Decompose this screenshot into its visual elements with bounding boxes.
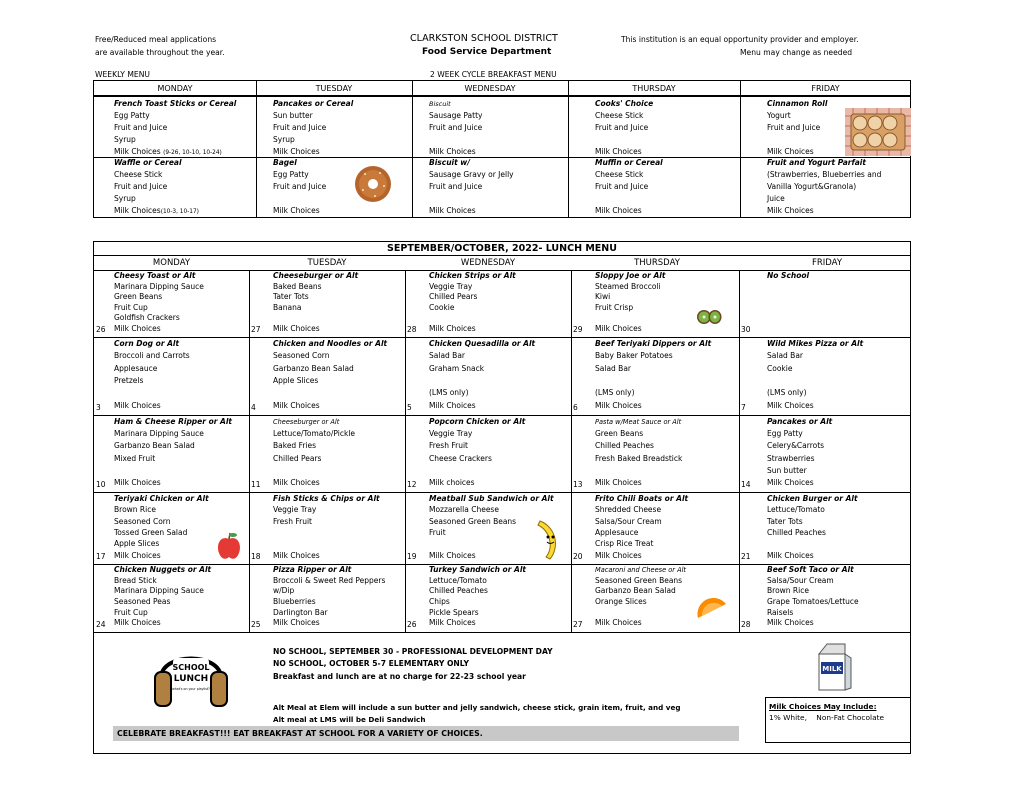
bk-w2-wednesday: Biscuit w/ Sausage Gravy or Jelly Fruit and Juice Milk Choices (429, 158, 514, 215)
ln-head-friday: FRIDAY (811, 258, 843, 268)
lunch-date: 28 (741, 620, 751, 629)
lunch-item: Lettuce/Tomato/Pickle (273, 429, 356, 439)
lunch-date: 5 (407, 403, 412, 412)
lunch-date: 14 (741, 480, 751, 489)
lunch-menu-title: SEPTEMBER/OCTOBER, 2022- LUNCH MENU (94, 242, 910, 256)
lunch-item: Chilled Peaches (429, 586, 488, 596)
lunch-item: Milk Choices (767, 550, 814, 560)
lunch-item (273, 387, 387, 399)
lunch-item (114, 465, 232, 477)
lunch-date: 26 (407, 620, 417, 629)
bk-w2-tuesday: Bagel Egg Patty Fruit and Juice Milk Choices (273, 158, 327, 215)
lunch-item: Banana (273, 302, 302, 312)
lunch-cell (114, 416, 232, 489)
lunch-item: Kiwi (595, 292, 611, 301)
bk-w1-monday: French Toast Sticks or Cereal Egg Patty Fruit and Juice Syrup Milk Choices (9-26, 10-10, 10-24) (114, 99, 237, 156)
lunch-item (273, 538, 380, 549)
bk-head-thursday: THURSDAY (568, 81, 740, 96)
lunch-date: 27 (251, 325, 261, 334)
lunch-item (767, 292, 809, 303)
breakfast-table (93, 80, 911, 218)
lunch-date: 18 (251, 552, 261, 561)
lunch-cell (595, 271, 665, 334)
lunch-cell (273, 271, 358, 334)
school-lunch-logo (151, 642, 231, 716)
note-no-charge: Breakfast and lunch are at no charge for 22-23 school year (273, 672, 526, 681)
lunch-item (767, 303, 809, 314)
lunch-item: Blueberries (273, 597, 316, 607)
lunch-item (273, 313, 358, 324)
ln-head-thursday: THURSDAY (634, 258, 680, 268)
note-alt-lms: Alt meal at LMS will be Deli Sandwich (273, 715, 426, 724)
lunch-cell (767, 493, 858, 561)
lunch-item: Steamed Broccoli (595, 281, 661, 291)
lunch-cell (114, 565, 211, 629)
lunch-item (595, 465, 682, 477)
lunch-item: Marinara Dipping Sauce (114, 429, 204, 439)
lunch-date: 3 (96, 403, 101, 412)
weekly-menu-label: WEEKLY MENU (95, 70, 150, 79)
lunch-item: Fruit Cup (114, 302, 148, 312)
lunch-item: Strawberries (767, 453, 815, 463)
lunch-cell (767, 338, 863, 412)
bagel-image (353, 164, 393, 204)
lunch-date: 10 (96, 480, 106, 489)
lunch-item: Fruit Crisp (595, 302, 634, 312)
lunch-item: Milk Choices (595, 618, 642, 628)
cinnamon-roll-image (845, 108, 911, 156)
lunch-item: Raisels (767, 607, 794, 617)
lunch-entree: Beef Soft Taco or Alt (767, 565, 854, 574)
lunch-cell (767, 565, 859, 629)
lunch-item: Bread Stick (114, 575, 157, 585)
lunch-item: Chilled Pears (429, 292, 478, 301)
lunch-item: Seasoned Green Beans (429, 516, 517, 526)
lunch-cell (273, 493, 380, 561)
lunch-item: Fruit (429, 527, 446, 537)
lunch-date: 13 (573, 480, 583, 489)
lunch-item: Milk Choices (429, 323, 476, 333)
lunch-item: Milk Choices (114, 618, 161, 628)
lunch-item: Milk Choices (767, 477, 814, 487)
note-alt-elem: Alt Meal at Elem will include a sun butter and jelly sandwich, cheese stick, grain item, fruit, and veg (273, 703, 681, 712)
lunch-item: Milk Choices (767, 400, 814, 410)
lunch-item: Milk Choices (273, 550, 320, 560)
lunch-item: Fresh Fruit (429, 441, 468, 451)
lunch-date: 4 (251, 403, 256, 412)
lunch-item: Shredded Cheese (595, 505, 662, 515)
lunch-entree: Popcorn Chicken or Alt (429, 417, 526, 426)
lunch-date: 17 (96, 552, 106, 561)
lunch-item (767, 282, 809, 293)
department-name: Food Service Department (422, 47, 552, 57)
lunch-date: 28 (407, 325, 417, 334)
lunch-item: Apple Slices (114, 539, 160, 549)
lunch-item: Pickle Spears (429, 607, 479, 617)
lunch-item: w/Dip (273, 586, 295, 596)
milk-choices-items: 1% White, Non-Fat Chocolate (769, 713, 885, 722)
lunch-cell (767, 416, 832, 489)
logo-school-text: SCHOOL (172, 663, 210, 672)
lunch-cell (114, 338, 190, 412)
lunch-cell (273, 565, 385, 629)
lunch-item: Baked Fries (273, 441, 317, 451)
lunch-item: Salad Bar (429, 351, 466, 361)
lunch-item: Milk Choices (595, 477, 642, 487)
lunch-entree: Turkey Sandwich or Alt (429, 565, 526, 574)
lunch-date: 19 (407, 552, 417, 561)
lunch-item: Milk Choices (114, 400, 161, 410)
note-no-school-oct: NO SCHOOL, OCTOBER 5-7 ELEMENTARY ONLY (273, 659, 469, 668)
lunch-date: 12 (407, 480, 417, 489)
lunch-item: Tater Tots (767, 516, 803, 526)
lunch-item: Green Beans (114, 292, 163, 301)
lunch-item: Marinara Dipping Sauce (114, 586, 204, 596)
lunch-item: Green Beans (595, 429, 644, 439)
lunch-item: Tossed Green Salad (114, 527, 188, 537)
bk-head-wednesday: WEDNESDAY (412, 81, 568, 96)
lunch-date: 27 (573, 620, 583, 629)
lunch-item: Salsa/Sour Cream (767, 575, 834, 585)
lunch-date: 6 (573, 403, 578, 412)
lunch-item: Fruit Cup (114, 607, 148, 617)
bk-head-tuesday: TUESDAY (256, 81, 412, 96)
lunch-entree: Teriyaki Chicken or Alt (114, 494, 209, 503)
milk-carton-image (809, 640, 855, 692)
lunch-item (767, 313, 809, 324)
lunch-item: Cookie (429, 302, 455, 312)
lunch-item: Brown Rice (767, 586, 809, 596)
lunch-cell (595, 565, 686, 629)
lunch-cell (429, 416, 525, 489)
lunch-item: Milk Choices (595, 550, 642, 560)
lunch-cell (273, 416, 355, 489)
lunch-item: Egg Patty (767, 429, 803, 439)
district-name: CLARKSTON SCHOOL DISTRICT (410, 33, 558, 44)
lunch-entree: Chicken Burger or Alt (767, 494, 858, 503)
lunch-entree: Beef Teriyaki Dippers or Alt (595, 339, 712, 348)
breakfast-cycle-label: 2 WEEK CYCLE BREAKFAST MENU (430, 70, 557, 79)
bk-w1-friday: Cinnamon Roll Yogurt Fruit and Juice Milk Choices (767, 99, 828, 156)
lunch-item: Seasoned Peas (114, 597, 171, 607)
lunch-entree: Frito Chili Boats or Alt (595, 494, 689, 503)
lunch-entree: Chicken Strips or Alt (429, 271, 516, 280)
lunch-item: Chilled Peaches (767, 527, 826, 537)
lunch-item (767, 375, 863, 387)
note-no-school-sept: NO SCHOOL, SEPTEMBER 30 - PROFESSIONAL DEVELOPMENT DAY (273, 647, 553, 656)
bk-w2-friday: Fruit and Yogurt Parfait (Strawberries, Blueberries and Vanilla Yogurt&Granola) Juice Milk Choices (767, 158, 882, 215)
lunch-item: Chilled Pears (273, 453, 322, 463)
kiwi-image (696, 308, 722, 326)
lunch-item: Broccoli & Sweet Red Peppers (273, 575, 386, 585)
lunch-entree: Cheeseburger or Alt (273, 418, 340, 426)
lunch-item: Lettuce/Tomato (767, 505, 825, 515)
lunch-item (595, 608, 686, 619)
lunch-item: Milk Choices (273, 477, 320, 487)
lunch-item: Veggie Tray (273, 505, 317, 515)
lunch-cell (595, 493, 688, 561)
lunch-cell (273, 338, 387, 412)
bk-w1-thursday: Cooks' Choice Cheese Stick Fruit and Juice Milk Choices (595, 99, 654, 156)
lunch-item: Pretzels (114, 375, 144, 385)
lunch-item: Baby Baker Potatoes (595, 351, 673, 361)
lunch-entree: No School (767, 271, 810, 280)
lunch-item: (LMS only) (595, 388, 635, 398)
lunch-cell (114, 493, 209, 561)
lunch-item: Milk choices (429, 477, 475, 487)
lunch-item (767, 538, 858, 549)
lunch-date: 11 (251, 480, 261, 489)
lunch-entree: Fish Sticks & Chips or Alt (273, 494, 380, 503)
lunch-entree: Cheeseburger or Alt (273, 271, 359, 280)
lunch-item: Garbanzo Bean Salad (273, 363, 354, 373)
lunch-item (429, 313, 516, 324)
bk-w2-monday: Waffle or Cereal Cheese Stick Fruit and Juice Syrup Milk Choices(10-3, 10-17) (114, 158, 199, 215)
lunch-item: Applesauce (114, 363, 158, 373)
lunch-cell (114, 271, 204, 334)
lunch-entree: Ham & Cheese Ripper or Alt (114, 417, 232, 426)
lunch-entree: Corn Dog or Alt (114, 339, 180, 348)
lunch-entree: Sloppy Joe or Alt (595, 271, 666, 280)
lunch-item (114, 387, 190, 399)
lunch-entree: Chicken Nuggets or Alt (114, 565, 212, 574)
lunch-item: Brown Rice (114, 505, 156, 515)
lunch-item: Broccoli and Carrots (114, 351, 190, 361)
lunch-item: (LMS only) (767, 388, 807, 398)
bk-w2-thursday: Muffin or Cereal Cheese Stick Fruit and Juice Milk Choices (595, 158, 663, 215)
lunch-cell (429, 565, 526, 629)
lunch-item: Seasoned Corn (273, 351, 330, 361)
lunch-item (429, 375, 535, 387)
lunch-item: Cheese Crackers (429, 453, 492, 463)
lunch-entree: Macaroni and Cheese or Alt (595, 566, 687, 574)
lunch-date: 25 (251, 620, 261, 629)
lunch-item: Veggie Tray (429, 429, 473, 439)
bk-head-friday: FRIDAY (740, 81, 911, 96)
lunch-date: 7 (741, 403, 746, 412)
lunch-item: Orange Slices (595, 597, 647, 607)
lunch-item: Tater Tots (273, 292, 309, 301)
lunch-item: Crisp Rice Treat (595, 539, 654, 549)
lunch-item: Salad Bar (767, 351, 804, 361)
lunch-item: Apple Slices (273, 375, 319, 385)
lunch-item (595, 375, 711, 387)
lunch-date: 30 (741, 325, 751, 334)
free-reduced-note-2: are available throughout the year. (95, 48, 225, 57)
lunch-date: 20 (573, 552, 583, 561)
lunch-cell (595, 338, 711, 412)
logo-lunch-text: LUNCH (173, 674, 209, 684)
lunch-entree: Wild Mikes Pizza or Alt (767, 339, 864, 348)
ln-head-wednesday: WEDNESDAY (460, 258, 516, 268)
lunch-item: Seasoned Corn (114, 516, 171, 526)
lunch-item: Milk Choices (595, 400, 642, 410)
lunch-item: Grape Tomatoes/Lettuce (767, 597, 859, 607)
lunch-item: Graham Snack (429, 363, 485, 373)
lunch-item: Celery&Carrots (767, 441, 825, 451)
logo-playlist-text: what's on your playlist? (172, 687, 210, 691)
lunch-item: Chilled Peaches (595, 441, 654, 451)
lunch-item: Salad Bar (595, 363, 632, 373)
lunch-item: Goldfish Crackers (114, 313, 180, 322)
lunch-item: Mozzarella Cheese (429, 505, 499, 515)
lunch-date: 21 (741, 552, 751, 561)
lunch-entree: Chicken and Noodles or Alt (273, 339, 388, 348)
lunch-item: Sun butter (767, 465, 807, 475)
lunch-item: (LMS only) (429, 388, 469, 398)
free-reduced-note: Free/Reduced meal applications (95, 35, 217, 44)
lunch-item: Garbanzo Bean Salad (595, 586, 676, 596)
orange-slice-image (696, 598, 728, 622)
lunch-item: Milk Choices (429, 618, 476, 628)
milk-choices-title: Milk Choices May Include: (769, 702, 877, 711)
apple-image (216, 531, 242, 561)
lunch-item: Milk Choices (114, 323, 161, 333)
menu-change-note: Menu may change as needed (740, 48, 853, 57)
lunch-item: Mixed Fruit (114, 453, 156, 463)
lunch-date: 26 (96, 325, 106, 334)
lunch-cell (429, 271, 516, 334)
lunch-item (273, 527, 380, 538)
lunch-item: Fresh Fruit (273, 516, 312, 526)
banana-image (534, 519, 562, 561)
lunch-item: Applesauce (595, 527, 639, 537)
lunch-entree: Pancakes or Alt (767, 417, 833, 426)
lunch-item: Milk Choices (767, 618, 814, 628)
lunch-date: 24 (96, 620, 106, 629)
lunch-entree: Pizza Ripper or Alt (273, 565, 352, 574)
lunch-item: Fresh Baked Breadstick (595, 453, 683, 463)
lunch-item (273, 465, 355, 477)
ln-head-monday: MONDAY (152, 258, 191, 268)
bk-w1-tuesday: Pancakes or Cereal Sun butter Fruit and Juice Syrup Milk Choices (273, 99, 354, 156)
milk-choices-box (765, 697, 911, 743)
lunch-item: Lettuce/Tomato (429, 575, 487, 585)
bk-head-monday: MONDAY (94, 81, 256, 96)
lunch-item: Milk Choices (273, 323, 320, 333)
lunch-item: Veggie Tray (429, 281, 473, 291)
lunch-item: Milk Choices (429, 400, 476, 410)
lunch-item (767, 324, 809, 335)
bk-w1-wednesday: Biscuit Sausage Patty Fruit and Juice Milk Choices (429, 100, 483, 156)
lunch-item (429, 465, 525, 477)
lunch-item: Seasoned Green Beans (595, 575, 683, 585)
lunch-item: Baked Beans (273, 281, 322, 291)
lunch-cell (429, 338, 535, 412)
lunch-item: Milk Choices (595, 323, 642, 333)
lunch-item (595, 313, 665, 324)
lunch-item: Milk Choices (114, 477, 161, 487)
lunch-item: Darlington Bar (273, 607, 328, 617)
lunch-item: Milk Choices (429, 550, 476, 560)
lunch-item: Garbanzo Bean Salad (114, 441, 195, 451)
celebrate-breakfast-banner: CELEBRATE BREAKFAST!!! EAT BREAKFAST AT SCHOOL FOR A VARIETY OF CHOICES. (113, 726, 739, 741)
lunch-cell (595, 416, 682, 489)
lunch-item: Salsa/Sour Cream (595, 516, 662, 526)
lunch-item: Cookie (767, 363, 793, 373)
lunch-item: Chips (429, 597, 450, 607)
lunch-item: Milk Choices (273, 400, 320, 410)
lunch-entree: Pasta w/Meat Sauce or Alt (595, 418, 682, 426)
ln-head-tuesday: TUESDAY (307, 258, 347, 268)
lunch-entree: Chicken Quesadilla or Alt (429, 339, 536, 348)
lunch-cell (767, 271, 809, 334)
milk-carton-text: MILK (822, 665, 842, 673)
lunch-item: Marinara Dipping Sauce (114, 281, 204, 291)
lunch-entree: Meatball Sub Sandwich or Alt (429, 494, 554, 503)
lunch-date: 29 (573, 325, 583, 334)
equal-opportunity-note: This institution is an equal opportunity provider and employer. (621, 35, 859, 44)
lunch-item: Milk Choices (273, 618, 320, 628)
lunch-entree: Cheesy Toast or Alt (114, 271, 196, 280)
lunch-item: Milk Choices (114, 550, 161, 560)
